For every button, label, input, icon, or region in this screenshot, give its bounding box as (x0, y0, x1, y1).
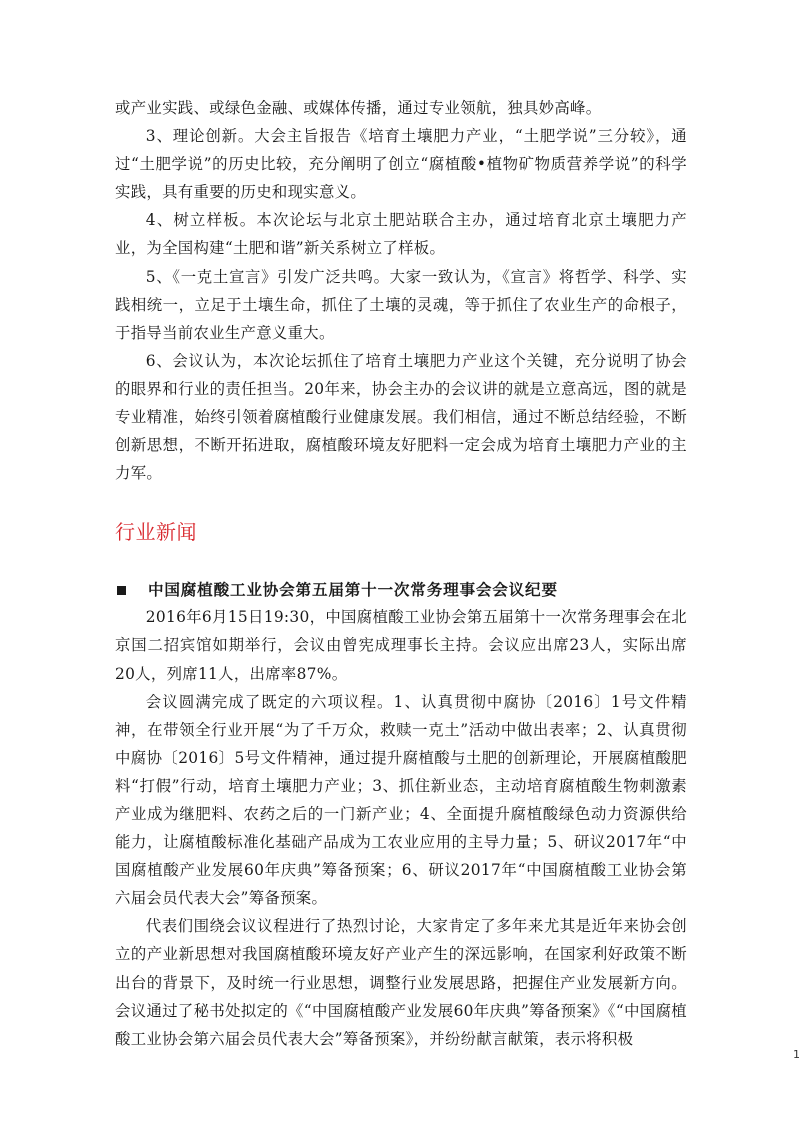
article-title: 中国腐植酸工业协会第五届第十一次常务理事会会议纪要 (148, 581, 558, 600)
paragraph-continuation: 或产业实践、或绿色金融、或媒体传播，通过专业领航，独具妙高峰。 (115, 99, 602, 117)
section-title: 行业新闻 (115, 520, 197, 545)
article-heading (115, 577, 687, 603)
paragraph-conclusion: 6、会议认为，本次论坛抓住了培育土壤肥力产业这个关键，充分说明了协会的眼界和行业的责任担当。20年来，协会主办的会议讲的就是立意高远，图的就是专业精准，始终引领着腐植酸行业健康发展。我们相信，通过不断总结经验，不断创新思想，不断开拓进取，腐植酸环境友好肥料一定会成为培育土壤肥力产业的主力军。 (115, 351, 687, 483)
article-paragraph: 代表们围绕会议议程进行了热烈讨论，大家肯定了多年来尤其是近年来协会创立的产业新思想对我国腐植酸环境友好产业产生的深远影响，在国家利好政策不断出台的背景下，及时统一行业思想，调整行业发展思路，把握住产业发展新方向。会议通过了秘书处拟定的《“中国腐植酸产业发展60年庆典”筹备预案》《“中国腐植酸工业协会第六届会员代表大会”筹备预案》，并纷纷献言献策，表示将积极 (115, 917, 687, 1048)
paragraph-theory-innovation: 3、理论创新。大会主旨报告《培育土壤肥力产业，“土肥学说”三分较》，通过“土肥学说”的历史比较，充分阐明了创立“腐植酸•植物矿物质营养学说”的科学实践，具有重要的历史和现实意义。 (115, 127, 687, 202)
paragraph-declaration: 5、《一克土宣言》引发广泛共鸣。大家一致认为，《宣言》将哲学、科学、实践相统一，立足于土壤生命，抓住了土壤的灵魂，等于抓住了农业生产的命根子，于指导当前农业生产意义重大。 (115, 267, 687, 342)
document-page (115, 94, 687, 1053)
article-paragraph: 会议圆满完成了既定的六项议程。1、认真贯彻中腐协〔2016〕1号文件精神，在带领全行业开展“为了千万众，救赎一克土”活动中做出表率；2、认真贯彻中腐协〔2016〕5号文件精神，通过提升腐植酸与土肥的创新理论，开展腐植酸肥料“打假”行动，培育土壤肥力产业；3、抓住新业态，主动培育腐植酸生物刺激素产业成为继肥料、农药之后的一门新产业；4、全面提升腐植酸绿色动力资源供给能力，让腐植酸标准化基础产品成为工农业应用的主导力量；5、研议2017年“中国腐植酸产业发展60年庆典”筹备预案；6、研议2017年“中国腐植酸工业协会第六届会员代表大会”筹备预案。 (115, 692, 687, 908)
article-paragraph: 2016年6月15日19:30，中国腐植酸工业协会第五届第十一次常务理事会在北京国二招宾馆如期举行，会议由曾宪成理事长主持。会议应出席23人，实际出席20人，列席11人，出席率87%。 (115, 608, 687, 683)
paragraph-model: 4、树立样板。本次论坛与北京土肥站联合主办，通过培育北京土壤肥力产业，为全国构建“土肥和谐”新关系树立了样板。 (115, 211, 687, 258)
page-number: 1 (793, 1048, 800, 1061)
square-bullet-icon (117, 586, 126, 595)
